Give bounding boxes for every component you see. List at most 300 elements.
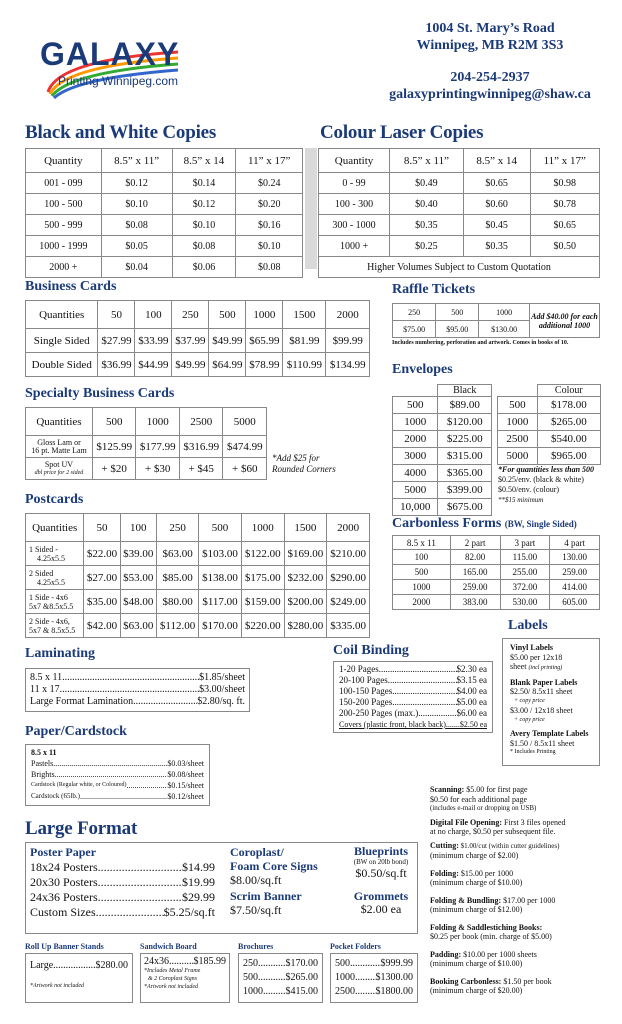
laminating-title: Laminating — [25, 646, 96, 661]
list-item — [144, 956, 226, 967]
text-label: 4.25x5.5 — [37, 577, 65, 587]
table-row — [26, 194, 303, 215]
text-label: Booking Carbonless: — [430, 976, 502, 986]
text-label: 24x36 Posters — [30, 890, 98, 904]
text-label: $2.00 ea — [360, 902, 402, 916]
text-label: $0.50/env. (colour) — [498, 485, 560, 494]
table-cell: 250 — [172, 301, 209, 329]
table-cell: $210.00 — [327, 542, 370, 566]
table-cell: 0 - 99 — [319, 173, 390, 194]
text-label: Scanning: — [430, 785, 465, 794]
table-cell: 8.5 x 11 — [393, 536, 451, 550]
text-label: 5x7 & 8.5x5.5 — [29, 625, 76, 635]
table-cell: 4 part — [550, 536, 600, 550]
table-cell: 414.00 — [550, 580, 600, 595]
table-row — [26, 566, 370, 590]
list-item — [339, 708, 487, 719]
table-cell: 2000 — [393, 595, 451, 610]
table-cell: $0.35 — [463, 236, 530, 257]
text-label: $6.00 ea — [456, 708, 487, 718]
text-label: Blank Paper Labels — [510, 677, 578, 687]
text-label: $0.15/sheet — [167, 781, 204, 790]
table-cell: 1000 — [241, 514, 284, 542]
list-item — [243, 985, 318, 999]
list-item — [31, 758, 204, 769]
table-cell: $125.99 — [92, 436, 136, 458]
text-label: $1800.00 — [375, 986, 413, 997]
list-item — [335, 985, 413, 999]
specialty-note — [272, 453, 336, 475]
table-cell: 500 — [498, 397, 538, 414]
table-cell: $110.99 — [283, 353, 326, 377]
table-cell: $0.12 — [172, 194, 236, 215]
table-cell: $0.78 — [530, 194, 600, 215]
table-header: Quantity — [319, 149, 390, 173]
table-cell: Double Sided — [26, 353, 98, 377]
text-label: 250 — [243, 958, 258, 969]
text-label: $0.25 per book (min. charge of $5.00) — [430, 932, 552, 941]
table-cell: 2000 — [326, 301, 370, 329]
table-cell — [26, 590, 84, 614]
list-item — [243, 971, 318, 985]
table-header: 8.5” x 14 — [172, 149, 236, 173]
table-cell: $95.00 — [436, 321, 479, 338]
table-cell: $122.00 — [241, 542, 284, 566]
text-label: 18x24 Posters — [30, 860, 98, 874]
list-item — [30, 684, 245, 696]
table-cell: $35.00 — [84, 590, 120, 614]
table-cell: $80.00 — [156, 590, 198, 614]
table-cell: 2000 — [393, 431, 438, 448]
paper-title: Paper/Cardstock — [25, 724, 127, 739]
table-cell: $0.25 — [390, 236, 464, 257]
table-cell: $22.00 — [84, 542, 120, 566]
table-cell: $0.12 — [101, 173, 172, 194]
text-label: $0.08/sheet — [167, 770, 204, 779]
text-label: $280.00 — [95, 960, 128, 971]
table-cell: 5000 — [393, 482, 438, 499]
text-label: * Includes Printing — [510, 749, 556, 755]
table-cell: 5000 — [498, 448, 538, 465]
table-cell: $675.00 — [438, 499, 492, 516]
text-label: $3.00/sheet — [199, 684, 245, 695]
table-cell: 2 part — [450, 536, 500, 550]
text-label: 4.25x5.5 — [37, 553, 65, 563]
table-row — [319, 236, 600, 257]
table-cell: $280.00 — [284, 614, 327, 638]
table-cell: 500 — [209, 301, 246, 329]
table-cell — [393, 385, 438, 397]
table-cell: $0.50 — [530, 236, 600, 257]
logo — [28, 30, 198, 100]
text-label: 1 Sided - — [29, 544, 58, 554]
text-label: Grommets — [353, 889, 409, 903]
table-cell: $138.00 — [199, 566, 242, 590]
table-cell: 255.00 — [500, 565, 550, 580]
table-cell: + $30 — [136, 458, 180, 480]
text-label: 11 x 17 — [30, 684, 60, 695]
table-cell: $89.00 — [438, 397, 492, 414]
table-row — [393, 565, 600, 580]
table-cell: $249.00 — [327, 590, 370, 614]
text-label: $3.00 / 12x18 sheet — [510, 706, 573, 715]
envelopes-colour-table — [497, 384, 601, 465]
table-cell: 82.00 — [450, 550, 500, 565]
table-cell: $36.99 — [98, 353, 135, 377]
table-cell: $225.00 — [438, 431, 492, 448]
specialty-table — [25, 407, 267, 480]
table-cell: $0.40 — [390, 194, 464, 215]
table-cell: 100 — [393, 550, 451, 565]
table-cell: $474.99 — [223, 436, 267, 458]
table-cell: $33.99 — [135, 329, 172, 353]
text-label: $1.85/sheet — [199, 672, 245, 683]
text-label: (minimum charge of $20.00) — [430, 986, 523, 995]
table-cell: 372.00 — [500, 580, 550, 595]
list-item — [430, 869, 620, 888]
text-label: Carbonless Forms — [392, 516, 502, 531]
table-cell: $265.00 — [537, 414, 600, 431]
table-cell: $399.00 — [438, 482, 492, 499]
text-label: (minimum charge of $10.00) — [430, 959, 523, 968]
table-cell: $39.00 — [120, 542, 156, 566]
business-cards-table — [25, 300, 370, 377]
table-cell: $170.00 — [199, 614, 242, 638]
blueprints — [345, 845, 417, 916]
table-cell: $175.00 — [241, 566, 284, 590]
sandwich-title: Sandwich Board — [140, 942, 197, 951]
text-label: $1300.00 — [375, 972, 413, 983]
text-label: *Add $25 for — [272, 453, 320, 463]
poster-paper — [30, 845, 215, 920]
table-cell: 500 — [199, 514, 242, 542]
table-cell: 1000 — [498, 414, 538, 431]
table-row — [393, 595, 600, 610]
table-cell: $0.05 — [101, 236, 172, 257]
list-item — [31, 780, 204, 791]
text-label: $5.00 for first page — [464, 785, 528, 794]
text-label: 1-20 Pages — [339, 664, 379, 674]
text-label: (incl printing) — [528, 665, 563, 671]
table-cell: $0.08 — [101, 215, 172, 236]
table-header: 8.5” x 14 — [463, 149, 530, 173]
table-cell: 3000 — [393, 448, 438, 465]
table-cell: $49.99 — [172, 353, 209, 377]
text-label: $19.99 — [182, 875, 215, 889]
table-row — [26, 236, 303, 257]
table-row — [498, 414, 601, 431]
colour-copies-table — [318, 148, 600, 278]
table-cell: $27.00 — [84, 566, 120, 590]
table-cell: 10,000 — [393, 499, 438, 516]
text-label: 2 Side - 4x6, — [29, 616, 70, 626]
list-item — [30, 875, 215, 890]
table-cell: $169.00 — [284, 542, 327, 566]
table-cell: $53.00 — [120, 566, 156, 590]
text-label: Padding: — [430, 949, 462, 959]
text-label: *For quantities less than 500 — [498, 465, 595, 474]
text-label: First 3 files opened — [502, 817, 566, 827]
text-label: Gloss Lam or — [37, 437, 81, 447]
services-list — [430, 785, 620, 996]
table-cell: $0.98 — [530, 173, 600, 194]
text-label: $17.00 per 1000 — [501, 895, 556, 905]
table-cell: $0.49 — [390, 173, 464, 194]
text-label: Rounded Corners — [272, 464, 336, 474]
text-label: 1 Side - 4x6 — [29, 592, 68, 602]
table-cell: 500 — [393, 565, 451, 580]
list-item — [335, 957, 413, 971]
table-cell: 259.00 — [550, 565, 600, 580]
email[interactable]: galaxyprintingwinnipeg@shaw.ca — [389, 87, 591, 102]
table-cell: $64.99 — [209, 353, 246, 377]
table-row — [393, 465, 492, 482]
table-cell: $85.00 — [156, 566, 198, 590]
table-row — [393, 431, 492, 448]
text-label: 200-250 Pages (max.) — [339, 708, 419, 718]
text-label: $2.50/ 8.5x11 sheet — [510, 687, 573, 696]
table-cell: $365.00 — [438, 465, 492, 482]
table-row — [26, 215, 303, 236]
table-row — [319, 257, 600, 278]
list-item — [31, 791, 204, 802]
coil-box — [333, 661, 493, 733]
table-cell: 5000 — [223, 408, 267, 436]
table-cell: $0.65 — [463, 173, 530, 194]
table-cell: $75.00 — [393, 321, 436, 338]
table-row — [393, 385, 492, 397]
table-cell: 100 — [135, 301, 172, 329]
list-item — [339, 675, 487, 686]
bw-copies-table — [25, 148, 303, 278]
table-cell: 500 - 999 — [26, 215, 102, 236]
table-cell: $177.99 — [136, 436, 180, 458]
coroplast — [230, 845, 340, 917]
table-cell: $42.00 — [84, 614, 120, 638]
list-item — [430, 841, 620, 861]
text-label: Custom Sizes — [30, 905, 96, 919]
table-cell: $120.00 — [438, 414, 492, 431]
table-row — [26, 436, 267, 458]
table-row — [393, 414, 492, 431]
table-row — [498, 448, 601, 465]
table-row — [26, 458, 267, 480]
table-header: 11” x 17” — [530, 149, 600, 173]
table-row — [26, 149, 303, 173]
table-cell: $44.99 — [135, 353, 172, 377]
text-label: $14.99 — [182, 860, 215, 874]
list-item — [30, 860, 215, 875]
text-label: & 2 Coroplast Signs — [148, 976, 197, 982]
list-item — [430, 896, 620, 915]
table-cell: $0.10 — [172, 215, 236, 236]
table-cell: 1000 — [246, 301, 283, 329]
table-cell: 2500 — [498, 431, 538, 448]
table-row — [26, 329, 370, 353]
text-label: $7.50/sq.ft — [230, 903, 282, 917]
text-label: $5.25/sq.ft — [163, 905, 215, 919]
table-row — [26, 301, 370, 329]
table-cell: $540.00 — [537, 431, 600, 448]
text-label: $1.50 per book — [501, 976, 552, 986]
raffle-table — [392, 303, 600, 338]
table-row — [319, 173, 600, 194]
table-header: 8.5” x 11” — [390, 149, 464, 173]
table-cell: $965.00 — [537, 448, 600, 465]
table-cell: 100 - 300 — [319, 194, 390, 215]
list-item — [30, 890, 215, 905]
table-row — [26, 257, 303, 278]
text-label: $0.03/sheet — [167, 759, 204, 768]
raffle-title: Raffle Tickets — [392, 282, 476, 297]
text-label: $4.00 ea — [456, 686, 487, 696]
text-label: $3.15 ea — [456, 675, 487, 685]
table-cell: $220.00 — [241, 614, 284, 638]
text-label: 16 pt. Matte Lam — [31, 445, 87, 455]
text-label: $185.99 — [193, 956, 226, 967]
text-label: $0.12/sheet — [167, 792, 204, 801]
text-label: (minimum charge of $12.00) — [430, 905, 523, 914]
table-row — [393, 448, 492, 465]
text-label: (minimum charge of $2.00) — [430, 851, 519, 860]
table-row — [393, 397, 492, 414]
table-cell: 300 - 1000 — [319, 215, 390, 236]
text-label: $8.00/sq.ft — [230, 873, 282, 887]
postcards-table — [25, 513, 370, 638]
list-item — [430, 818, 620, 837]
text-label: Scrim Banner — [230, 889, 302, 903]
text-label: Pastels — [31, 759, 54, 768]
text-label: dbl price for 2 sided — [34, 469, 84, 476]
table-cell: Single Sided — [26, 329, 98, 353]
table-cell: 1500 — [284, 514, 327, 542]
list-item — [430, 950, 620, 969]
text-label: (BW on 20lb bond) — [353, 858, 409, 866]
carbonless-title — [392, 516, 577, 532]
table-cell: Colour — [537, 385, 600, 397]
table-cell: $315.00 — [438, 448, 492, 465]
list-item — [430, 923, 620, 942]
business-cards-title: Business Cards — [25, 279, 117, 294]
logo-subtext: Printing Winnipeg.com — [58, 74, 179, 88]
table-row — [393, 482, 492, 499]
text-label: $999.99 — [380, 958, 413, 969]
laminating-box — [25, 668, 250, 712]
table-cell — [498, 385, 538, 397]
brochures-title: Brochures — [238, 942, 274, 951]
text-label: Covers (plastic front, black back) — [339, 720, 446, 729]
table-row — [26, 514, 370, 542]
text-label: $265.00 — [285, 972, 318, 983]
table-row — [393, 304, 600, 321]
table-cell: $0.35 — [390, 215, 464, 236]
table-cell: 500 — [393, 397, 438, 414]
table-cell: $178.00 — [537, 397, 600, 414]
table-row — [393, 499, 492, 516]
table-row — [498, 431, 601, 448]
table-row — [26, 614, 370, 638]
text-label: $2.80/sq. ft. — [197, 696, 245, 707]
list-item — [31, 769, 204, 780]
table-cell: $130.00 — [479, 321, 530, 338]
table-cell — [26, 566, 84, 590]
divider-bar — [305, 148, 317, 269]
list-item — [339, 697, 487, 708]
table-cell: $78.99 — [246, 353, 283, 377]
table-cell: 001 - 099 — [26, 173, 102, 194]
bw-copies-title: Black and White Copies — [25, 122, 217, 143]
text-label: (BW, Single Sided) — [504, 519, 577, 529]
table-cell: 500 — [436, 304, 479, 321]
table-cell: 259.00 — [450, 580, 500, 595]
colour-copies-title: Colour Laser Copies — [320, 122, 484, 143]
table-cell: $0.60 — [463, 194, 530, 215]
table-cell: $65.99 — [246, 329, 283, 353]
text-label: sheet — [510, 662, 527, 671]
table-row — [498, 385, 601, 397]
postcards-title: Postcards — [25, 492, 84, 507]
text-label: + copy price — [514, 716, 545, 723]
text-label: $415.00 — [285, 986, 318, 997]
table-cell: + $45 — [179, 458, 223, 480]
text-label: Blueprints — [353, 844, 408, 858]
table-cell — [26, 436, 93, 458]
table-cell: 1500 — [283, 301, 326, 329]
table-cell: $0.16 — [236, 215, 303, 236]
text-label: $2.30 ea — [456, 664, 487, 674]
table-row — [26, 590, 370, 614]
table-row — [393, 536, 600, 550]
list-item — [430, 785, 620, 814]
table-cell: 383.00 — [450, 595, 500, 610]
table-cell: $37.99 — [172, 329, 209, 353]
list-item — [30, 672, 245, 684]
text-label: *Artwork not included — [30, 983, 84, 989]
text-label: Vinyl Labels — [510, 643, 554, 652]
text-label: 500 — [335, 958, 350, 969]
text-label: 2 Sided — [29, 568, 54, 578]
text-label: 1000 — [243, 986, 263, 997]
phone: 204-254-2937 — [450, 70, 530, 85]
text-label: $0.50/sq.ft — [355, 866, 407, 880]
table-cell: $0.24 — [236, 173, 303, 194]
table-cell: 530.00 — [500, 595, 550, 610]
table-cell: + $60 — [223, 458, 267, 480]
text-label: Folding: — [430, 868, 459, 878]
table-cell: Quantities — [26, 514, 84, 542]
list-item — [430, 977, 620, 996]
table-cell: $335.00 — [327, 614, 370, 638]
text-label: (includes e-mail or dropping on USB) — [430, 804, 537, 812]
table-cell: Quantities — [26, 301, 98, 329]
table-cell: 1000 — [479, 304, 530, 321]
text-label: *Artwork not included — [144, 984, 198, 990]
text-label: Avery Template Labels — [510, 729, 589, 738]
table-cell: $0.65 — [530, 215, 600, 236]
text-label: 24x36 — [144, 956, 169, 967]
text-label: Cardstock (Regular white, or Coloured) — [31, 782, 127, 788]
logo-text: GALAXY — [40, 36, 180, 72]
table-cell: Quantities — [26, 408, 93, 436]
text-label: 8.5 x 11 — [31, 748, 57, 757]
list-item — [339, 664, 487, 675]
table-cell: Black — [438, 385, 492, 397]
table-cell: 250 — [393, 304, 436, 321]
table-cell: $200.00 — [284, 590, 327, 614]
text-label: $1.00/cut (within cutter guidelines) — [458, 841, 560, 850]
table-cell: $0.20 — [236, 194, 303, 215]
text-label: Spot UV — [44, 459, 74, 469]
